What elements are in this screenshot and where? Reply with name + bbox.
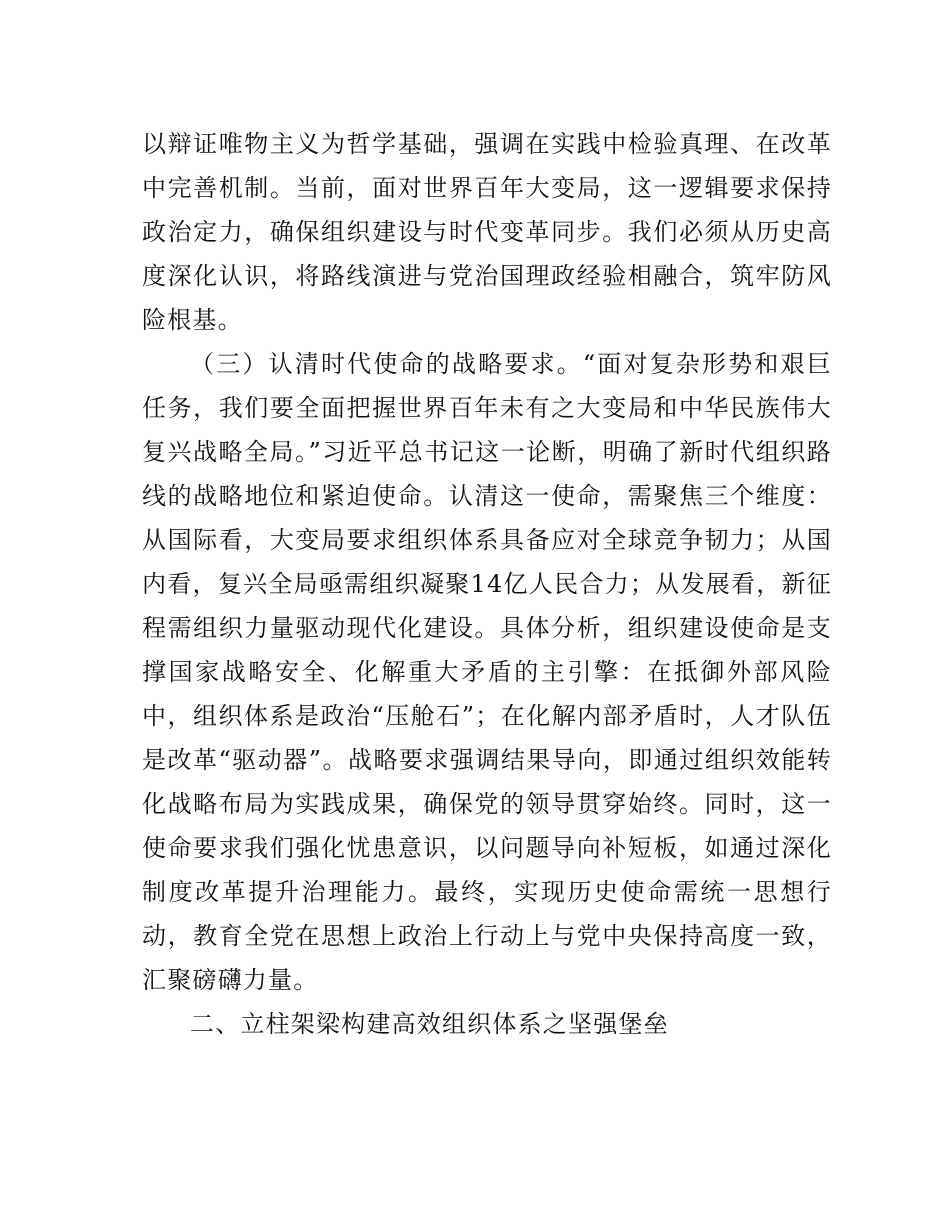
paragraph-section-3: （三）认清时代使命的战略要求。“面对复杂形势和艰巨任务，我们要全面把握世界百年未有之大变局和中华民族伟大复兴战略全局。”习近平总书记这一论断，明确了新时代组织路线的战略地位和紧迫使命。认清这一使命，需聚焦三个维度：从国际看，大变局要求组织体系具备应对全球竞争韧力；从国内看，复兴全局亟需组织凝聚14亿人民合力；从发展看，新征程需组织力量驱动现代化建设。具体分析，组织建设使命是支撑国家战略安全、化解重大矛盾的主引擎：在抵御外部风险中，组织体系是政治“压舱石”；在化解内部矛盾时，人才队伍是改革“驱动器”。战略要求强调结果导向，即通过组织效能转化战略布局为实践成果，确保党的领导贯穿始终。同时，这一使命要求我们强化忧患意识，以问题导向补短板，如通过深化制度改革提升治理能力。最终，实现历史使命需统一思想行动，教育全党在思想上政治上行动上与党中央保持高度一致，汇聚磅礴力量。: [142, 350, 832, 994]
paragraph-continuation: 以辩证唯物主义为哲学基础，强调在实践中检验真理、在改革中完善机制。当前，面对世界百年大变局，这一逻辑要求保持政治定力，确保组织建设与时代变革同步。我们必须从历史高度深化认识，将路线演进与党治国理政经验相融合，筑牢防风险根基。: [142, 130, 832, 334]
document-body: [142, 122, 832, 1046]
section-heading: 二、立柱架梁构建高效组织体系之坚强堡垒: [190, 1010, 669, 1038]
